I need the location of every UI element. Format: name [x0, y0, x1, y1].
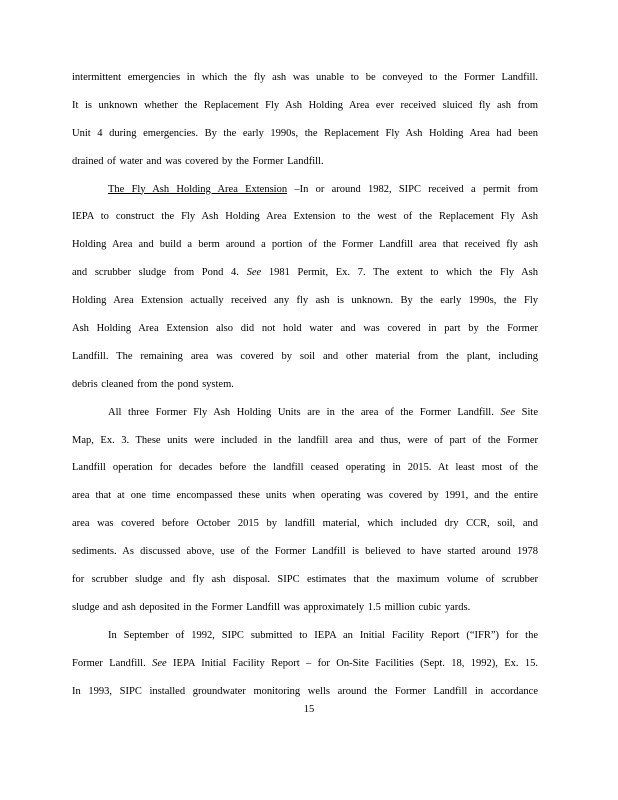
page-number: 15: [303, 704, 315, 715]
text-line: sediments. As discussed above, use of the Former Landfill is believed to have started around 1978: [72, 546, 538, 558]
text-line: Unit 4 during emergencies. By the early 1990s, the Replacement Fly Ash Holding Area had been: [72, 127, 538, 139]
text-line: [72, 183, 538, 211]
text-line: Holding Area Extension actually received any fly ash is unknown. By the early 1990s, the Fly: [72, 295, 538, 307]
text-line: In September of 1992, SIPC submitted to IEPA an Initial Facility Report (“IFR”) for the: [108, 629, 538, 641]
text-line: sludge and ash deposited in the Former Landfill was approximately 1.5 million cubic yards.: [72, 601, 471, 613]
section-heading: The Fly Ash Holding Area Extension: [108, 183, 288, 195]
text-line: for scrubber sludge and fly ash disposal. SIPC estimates that the maximum volume of scrubber: [72, 574, 538, 586]
text-segment: –In or around 1982, SIPC received a permit from: [287, 183, 538, 195]
text-segment: All three Former Fly Ash Holding Units are in the area of the Former Landfill.: [108, 406, 494, 418]
text-segment: Site: [515, 406, 538, 418]
citation-signal: See: [500, 406, 516, 418]
citation-signal: See: [246, 267, 262, 279]
text-line: drained of water and was covered by the Former Landfill.: [72, 155, 324, 167]
text-line: It is unknown whether the Replacement Fly Ash Holding Area ever received sluiced fly ash from: [72, 99, 538, 111]
text-line: Map, Ex. 3. These units were included in the landfill area and thus, were of part of the Former: [72, 434, 538, 446]
text-line: [72, 657, 538, 685]
text-line: [72, 266, 538, 294]
text-line: Holding Area and build a berm around a portion of the Former Landfill area that received fly ash: [72, 239, 538, 251]
text-segment: and scrubber sludge from Pond 4.: [72, 267, 239, 279]
text-segment: 1981 Permit, Ex. 7. The extent to which the Fly Ash: [261, 267, 538, 279]
text-line: debris cleaned from the pond system.: [72, 378, 234, 390]
body-text: [72, 71, 538, 712]
text-line: area was covered before October 2015 by landfill material, which included dry CCR, soil, and: [72, 518, 538, 530]
text-line: [72, 406, 538, 434]
text-line: IEPA to construct the Fly Ash Holding Area Extension to the west of the Replacement Fly Ash: [72, 211, 538, 223]
text-line: In 1993, SIPC installed groundwater monitoring wells around the Former Landfill in accordance: [72, 685, 538, 697]
text-line: Landfill. The remaining area was covered by soil and other material from the plant, including: [72, 350, 538, 362]
text-segment: Former Landfill.: [72, 657, 146, 669]
text-line: area that at one time encompassed these units when operating was covered by 1991, and the entire: [72, 490, 538, 502]
text-line: intermittent emergencies in which the fly ash was unable to be conveyed to the Former Landfill.: [72, 72, 538, 83]
text-line: Ash Holding Area Extension also did not hold water and was covered in part by the Former: [72, 323, 538, 335]
text-line: Landfill operation for decades before the landfill ceased operating in 2015. At least most of the: [72, 462, 538, 474]
text-segment: IEPA Initial Facility Report – for On-Site Facilities (Sept. 18, 1992), Ex. 15.: [166, 657, 538, 669]
citation-signal: See: [152, 657, 167, 669]
